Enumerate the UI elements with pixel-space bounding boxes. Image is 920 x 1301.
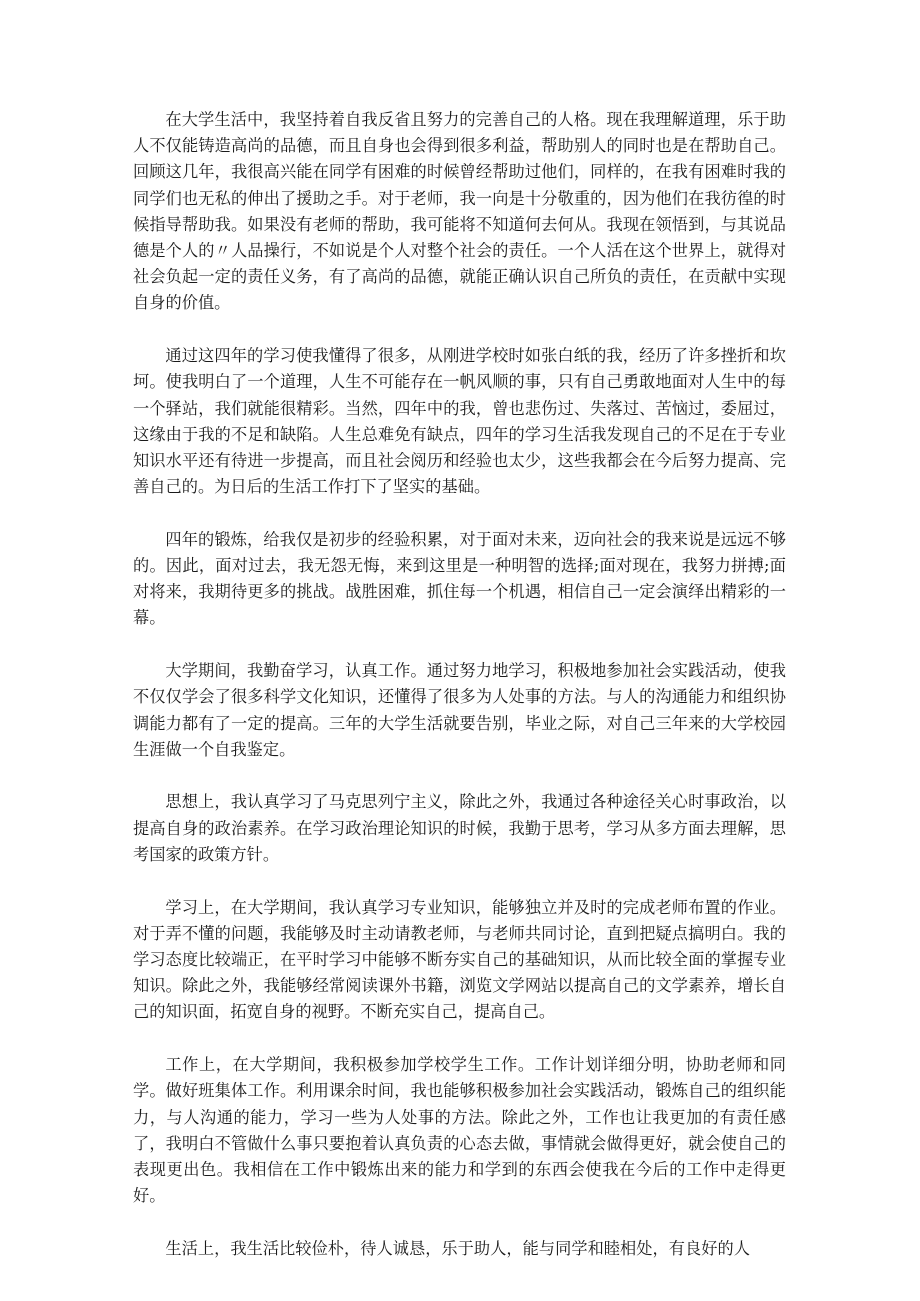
paragraph-8: 生活上，我生活比较俭朴，待人诚恳，乐于助人，能与同学和睦相处，有良好的人 bbox=[165, 1238, 750, 1258]
paragraph-3: 四年的锻炼，给我仅是初步的经验积累，对于面对未来，迈向社会的我来说是远远不够的。因此，面对过去，我无怨无悔，来到这里是一种明智的选择;面对现在，我努力拼搏;面对将来，我期待更多的挑战。战胜困难，抓住每一个机遇，相信自己一定会演绎出精彩的一幕。 bbox=[133, 529, 786, 628]
document-body bbox=[133, 107, 786, 1289]
paragraph-1: 在大学生活中，我坚持着自我反省且努力的完善自己的人格。现在我理解道理，乐于助人不仅能铸造高尚的品德，而且自身也会得到很多利益，帮助别人的同时也是在帮助自己。回顾这几年，我很高兴能在同学有困难的时候曾经帮助过他们，同样的，在我有困难时我的同学们也无私的伸出了援助之手。对于老师，我一向是十分敬重的，因为他们在我彷徨的时候指导帮助我。如果没有老师的帮助，我可能将不知道何去何从。我现在领悟到，与其说品德是个人的〃人品操行，不如说是个人对整个社会的责任。一个人活在这个世界上，就得对社会负起一定的责任义务，有了高尚的品德，就能正确认识自己所负的责任，在贡献中实现自身的价值。 bbox=[133, 110, 786, 313]
paragraph-5: 思想上，我认真学习了马克思列宁主义，除此之外，我通过各种途径关心时事政治，以提高自身的政治素养。在学习政治理论知识的时候，我勤于思考，学习从多方面去理解，思考国家的政策方针。 bbox=[133, 792, 786, 864]
paragraph-4: 大学期间，我勤奋学习，认真工作。通过努力地学习，积极地参加社会实践活动，使我不仅仅学会了很多科学文化知识，还懂得了很多为人处事的方法。与人的沟通能力和组织协调能力都有了一定的提高。三年的大学生活就要告别，毕业之际，对自己三年来的大学校园生涯做一个自我鉴定。 bbox=[133, 661, 786, 759]
paragraph-7: 工作上，在大学期间，我积极参加学校学生工作。工作计划详细分明，协助老师和同学。做好班集体工作。利用课余时间，我也能够积极参加社会实践活动，锻炼自己的组织能力，与人沟通的能力，学习一些为人处事的方法。除此之外，工作也让我更加的有责任感了，我明白不管做什么事只要抱着认真负责的心态去做，事情就会做得更好，就会使自己的表现更出色。我相信在工作中锻炼出来的能力和学到的东西会使我在今后的工作中走得更好。 bbox=[133, 1055, 786, 1206]
paragraph-2: 通过这四年的学习使我懂得了很多，从刚进学校时如张白纸的我，经历了许多挫折和坎坷。使我明白了一个道理，人生不可能存在一帆风顺的事，只有自己勇敢地面对人生中的每一个驿站，我们就能很精彩。当然，四年中的我，曾也悲伤过、失落过、苦恼过，委屈过，这缘由于我的不足和缺陷。人生总难免有缺点，四年的学习生活我发现自己的不足在于专业知识水平还有待进一步提高，而且社会阅历和经验也太少，这些我都会在今后努力提高、完善自己的。为日后的生活工作打下了坚实的基础。 bbox=[133, 346, 786, 497]
paragraph-6: 学习上，在大学期间，我认真学习专业知识，能够独立并及时的完成老师布置的作业。对于弄不懂的问题，我能够及时主动请教老师，与老师共同讨论，直到把疑点搞明白。我的学习态度比较端正，在平时学习中能够不断夯实自己的基础知识，从而比较全面的掌握专业知识。除此之外，我能够经常阅读课外书籍，浏览文学网站以提高自己的文学素养，增长自己的知识面，拓宽自身的视野。不断充实自己，提高自己。 bbox=[133, 897, 786, 1022]
